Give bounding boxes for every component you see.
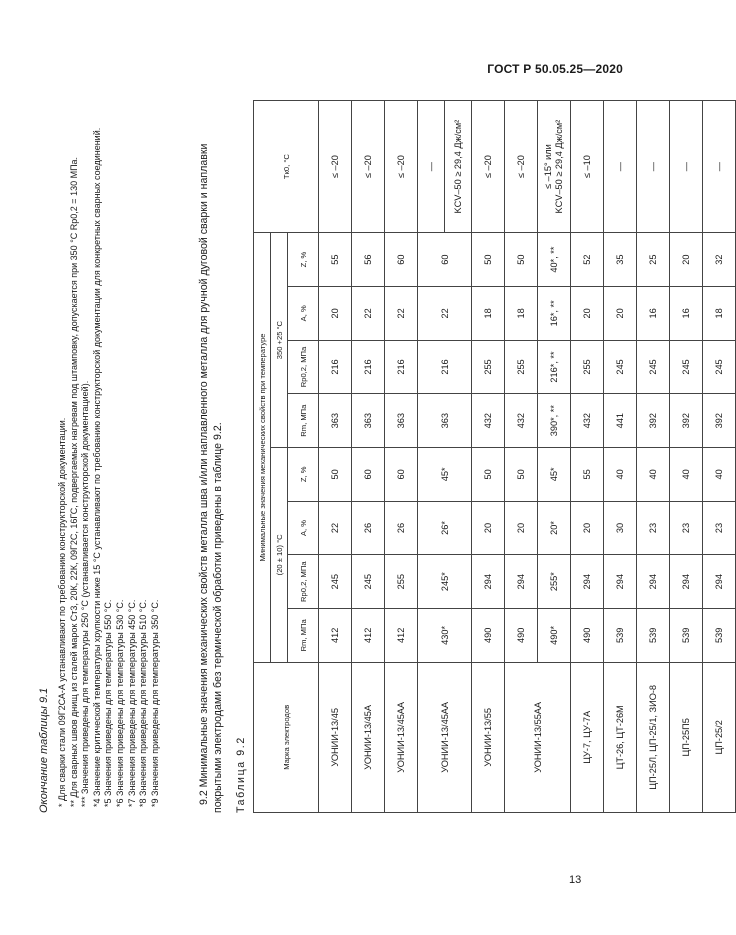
value-cell: 50 xyxy=(505,448,538,502)
tk-cell: ≤ –20 xyxy=(319,101,352,233)
value-cell: 23 xyxy=(637,501,670,555)
value-cell: 40 xyxy=(703,448,736,502)
value-cell: 539 xyxy=(670,609,703,663)
value-cell: 216 xyxy=(385,340,418,394)
header-z-350: Z, % xyxy=(288,233,319,287)
value-cell: 20 xyxy=(472,501,505,555)
value-cell: 16 xyxy=(670,286,703,340)
value-cell: 20 xyxy=(571,501,604,555)
value-cell: 22 xyxy=(319,501,352,555)
header-electrode: Марка электродов xyxy=(254,662,319,812)
value-cell: 20 xyxy=(505,501,538,555)
tk-cell xyxy=(538,101,571,233)
electrode-cell: УОНИИ-13/45А xyxy=(352,662,385,812)
value-cell: 60 xyxy=(418,233,472,287)
value-cell: 26 xyxy=(352,501,385,555)
electrode-cell: УОНИИ-13/45АА xyxy=(385,662,418,812)
value-cell: 60 xyxy=(385,233,418,287)
value-cell: 245 xyxy=(319,555,352,609)
electrode-cell: ЦТ-26, ЦТ-26М xyxy=(604,662,637,812)
note: *8 Значения приведены для температуры 510 °С. xyxy=(138,599,149,807)
tk-cell: ≤ –20 xyxy=(505,101,538,233)
value-cell: 60 xyxy=(385,448,418,502)
electrode-cell: УОНИИ-13/45 xyxy=(319,662,352,812)
electrode-cell: ЦП-25Л, ЦП-25/1, ЗИО-8 xyxy=(637,662,670,812)
value-cell: 216 xyxy=(319,340,352,394)
value-cell: 412 xyxy=(352,609,385,663)
value-cell: 255* xyxy=(538,555,571,609)
value-cell: 18 xyxy=(703,286,736,340)
value-cell: 294 xyxy=(670,555,703,609)
note: *6 Значения приведены для температуры 530 °С. xyxy=(114,599,125,807)
value-cell: 255 xyxy=(385,555,418,609)
value-cell: 392 xyxy=(703,394,736,448)
table-row xyxy=(571,101,604,813)
value-cell: 363 xyxy=(385,394,418,448)
value-cell: 18 xyxy=(472,286,505,340)
tk-cell: ≤ –20 xyxy=(472,101,505,233)
electrode-cell: УОНИИ-13/55 xyxy=(472,662,505,812)
value-cell: 22 xyxy=(385,286,418,340)
tk-cell: ≤ –20 xyxy=(385,101,418,233)
electrode-cell: УОНИИ-13/55АА xyxy=(505,662,571,812)
header-a-350: А, % xyxy=(288,286,319,340)
value-cell: 22 xyxy=(352,286,385,340)
value-cell: 245 xyxy=(670,340,703,394)
value-cell: 26* xyxy=(418,501,472,555)
value-cell: 20 xyxy=(670,233,703,287)
tk-cell: ≤ –10 xyxy=(571,101,604,233)
table-continuation-title: Окончание таблицы 9.1 xyxy=(38,687,50,813)
section-9-2-paragraph: 9.2 Минимальные значения механических свойств металла шва и/или наплавленного металла для ручной дуговой сварки и наплавки покрытыми электродами без термической обработки приведены в таблице 9.2. xyxy=(198,143,224,813)
note: *4 Значение критической температуры хрупкости ниже 15 °С устанавливают по требованию конструкторской документации для конкретных сварных соединений. xyxy=(91,127,102,807)
electrode-cell: УОНИИ-13/45АА xyxy=(418,662,472,812)
document-code: ГОСТ Р 50.05.25—2020 xyxy=(487,62,623,76)
value-cell: 25 xyxy=(637,233,670,287)
electrode-cell: ЦП-25/2 xyxy=(703,662,736,812)
table-9-1-notes xyxy=(57,100,161,813)
note: * Для сварки стали 09Г2СА-А устанавливают по требованию конструкторской документации. xyxy=(57,417,67,807)
value-cell: 52 xyxy=(571,233,604,287)
table-row xyxy=(418,101,445,813)
value-cell: 35 xyxy=(604,233,637,287)
value-cell: 490 xyxy=(505,609,538,663)
table-row xyxy=(472,101,505,813)
value-cell: 432 xyxy=(472,394,505,448)
value-cell: 55 xyxy=(319,233,352,287)
value-cell: 255 xyxy=(472,340,505,394)
tk-cell: — xyxy=(670,101,703,233)
value-cell: 294 xyxy=(505,555,538,609)
tk-line-kcv: KCV–50 ≥ 29,4 Дж/см² xyxy=(554,119,564,214)
value-cell: 255 xyxy=(505,340,538,394)
table-row xyxy=(319,101,352,813)
value-cell: 50 xyxy=(472,448,505,502)
value-cell: 55 xyxy=(571,448,604,502)
value-cell: 294 xyxy=(604,555,637,609)
page-number: 13 xyxy=(569,874,582,886)
value-cell: 392 xyxy=(670,394,703,448)
header-temp-350: 350 +25 °С xyxy=(271,233,288,448)
note: *9 Значения приведены для температуры 350 °С. xyxy=(149,599,160,807)
value-cell: 16 xyxy=(637,286,670,340)
header-a: А, % xyxy=(288,501,319,555)
note: ** Для сварных швов днищ из сталей марок Ст3, 20К, 22К, 09Г2С, 16ГС, подвергаемых нагревам под штамповку, допускается при 350 °С Rp0,2 = 130 МПа. xyxy=(68,156,79,807)
value-cell: 363 xyxy=(418,394,472,448)
tk-cell: — xyxy=(418,101,445,233)
value-cell: 50 xyxy=(319,448,352,502)
value-cell: 294 xyxy=(571,555,604,609)
value-cell: 245 xyxy=(637,340,670,394)
tk-cell: — xyxy=(703,101,736,233)
header-temp-20: (20 ± 10) °С xyxy=(271,448,288,663)
table-caption: Таблица 9.2 xyxy=(235,736,247,813)
note: *5 Значения приведены для температуры 550 °С. xyxy=(103,599,114,807)
value-cell: 40 xyxy=(670,448,703,502)
value-cell: 23 xyxy=(670,501,703,555)
value-cell: 392 xyxy=(637,394,670,448)
value-cell: 490* xyxy=(538,609,571,663)
value-cell: 20 xyxy=(604,286,637,340)
table-9-2 xyxy=(253,100,736,813)
tk-cell: — xyxy=(637,101,670,233)
table-row xyxy=(703,101,736,813)
note: *** Значения приведены для температуры 250 °С (устанавливается конструкторской документацией). xyxy=(80,380,91,807)
value-cell: 32 xyxy=(703,233,736,287)
table-row xyxy=(670,101,703,813)
value-cell: 216 xyxy=(352,340,385,394)
value-cell: 30 xyxy=(604,501,637,555)
value-cell: 245 xyxy=(352,555,385,609)
header-tk: Tк0, °С xyxy=(254,101,319,233)
value-cell: 432 xyxy=(571,394,604,448)
value-cell: 294 xyxy=(472,555,505,609)
value-cell: 26 xyxy=(385,501,418,555)
value-cell: 40 xyxy=(604,448,637,502)
value-cell: 245 xyxy=(703,340,736,394)
value-cell: 255 xyxy=(571,340,604,394)
value-cell: 412 xyxy=(319,609,352,663)
tk-cell-kcv: KCV–50 ≥ 29,4 Дж/см² xyxy=(445,101,472,233)
tk-cell: — xyxy=(604,101,637,233)
value-cell: 56 xyxy=(352,233,385,287)
value-cell: 539 xyxy=(703,609,736,663)
value-cell: 432 xyxy=(505,394,538,448)
rotated-content xyxy=(38,100,724,813)
value-cell: 412 xyxy=(385,609,418,663)
value-cell: 363 xyxy=(352,394,385,448)
value-cell: 294 xyxy=(637,555,670,609)
table-row xyxy=(505,101,538,813)
value-cell: 245 xyxy=(604,340,637,394)
table-row xyxy=(637,101,670,813)
value-cell: 45* xyxy=(538,448,571,502)
value-cell: 294 xyxy=(703,555,736,609)
value-cell: 490 xyxy=(571,609,604,663)
header-rp: Rp0,2, МПа xyxy=(288,555,319,609)
value-cell: 40*, ** xyxy=(538,233,571,287)
header-min-values: Минимальные значения механических свойств при температуре xyxy=(254,233,271,663)
value-cell: 18 xyxy=(505,286,538,340)
value-cell: 20 xyxy=(571,286,604,340)
electrode-cell: ЦУ-7, ЦУ-7А xyxy=(571,662,604,812)
tk-line: ≤ –15° или xyxy=(543,144,553,189)
value-cell: 390*, ** xyxy=(538,394,571,448)
value-cell: 23 xyxy=(703,501,736,555)
value-cell: 539 xyxy=(604,609,637,663)
value-cell: 20* xyxy=(538,501,571,555)
value-cell: 245* xyxy=(418,555,472,609)
value-cell: 430* xyxy=(418,609,472,663)
tk-cell: ≤ –20 xyxy=(352,101,385,233)
value-cell: 22 xyxy=(418,286,472,340)
table-row xyxy=(352,101,385,813)
header-rm: Rm, МПа xyxy=(288,609,319,663)
value-cell: 539 xyxy=(637,609,670,663)
value-cell: 490 xyxy=(472,609,505,663)
value-cell: 216*, ** xyxy=(538,340,571,394)
electrode-cell: ЦП-25П5 xyxy=(670,662,703,812)
value-cell: 363 xyxy=(319,394,352,448)
value-cell: 216 xyxy=(418,340,472,394)
value-cell: 50 xyxy=(505,233,538,287)
value-cell: 20 xyxy=(319,286,352,340)
table-row xyxy=(604,101,637,813)
table-row xyxy=(385,101,418,813)
header-rp-350: Rp0,2, МПа xyxy=(288,340,319,394)
value-cell: 60 xyxy=(352,448,385,502)
value-cell: 441 xyxy=(604,394,637,448)
note: *7 Значения приведены для температуры 450 °С. xyxy=(126,599,137,807)
value-cell: 50 xyxy=(472,233,505,287)
value-cell: 40 xyxy=(637,448,670,502)
value-cell: 45* xyxy=(418,448,472,502)
header-rm-350: Rm, МПа xyxy=(288,394,319,448)
value-cell: 16*, ** xyxy=(538,286,571,340)
header-z: Z, % xyxy=(288,448,319,502)
